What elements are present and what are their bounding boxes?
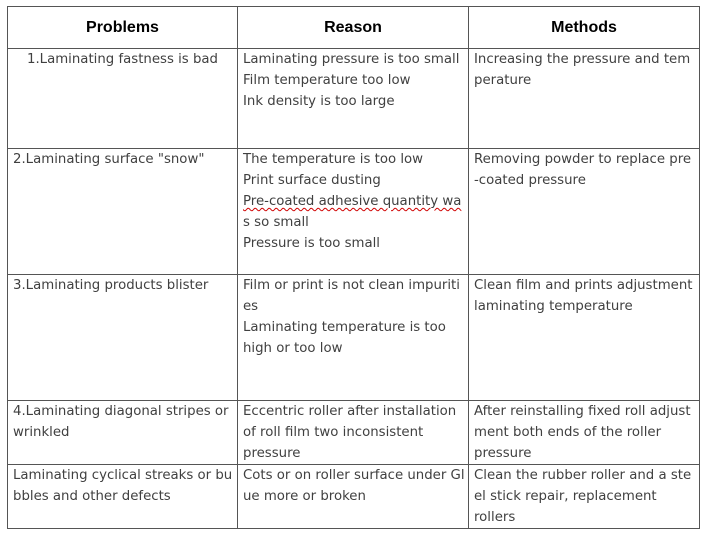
header-methods: Methods (469, 7, 700, 49)
table-header-row (8, 7, 700, 49)
header-problems: Problems (8, 7, 238, 49)
reason-line: Film temperature too low (243, 73, 411, 88)
problem-cell (8, 401, 238, 465)
header-reason: Reason (238, 7, 469, 49)
table-row (8, 275, 700, 401)
reason-line: Print surface dusting (243, 173, 381, 188)
method-line: ment both ends of the roller (474, 425, 662, 440)
method-line: laminating temperature (474, 299, 633, 314)
method-line: After reinstalling fixed roll adjust (474, 404, 691, 419)
problem-cell (8, 465, 238, 529)
table-row (8, 49, 700, 149)
reason-line: Laminating temperature is too (243, 320, 446, 335)
reason-cell (238, 275, 469, 401)
problem-line: wrinkled (13, 425, 70, 440)
method-line: Removing powder to replace pre (474, 152, 692, 167)
reason-line: s so small (243, 215, 309, 230)
reason-line: The temperature is too low (243, 152, 424, 167)
reason-line: es (243, 299, 259, 314)
method-line: Clean the rubber roller and a ste (474, 468, 692, 483)
method-cell (469, 275, 700, 401)
problem-line: Laminating cyclical streaks or bu (13, 468, 233, 483)
reason-line: high or too low (243, 341, 343, 356)
method-line: el stick repair, replacement (474, 489, 657, 504)
reason-cell (238, 49, 469, 149)
method-line: rollers (474, 510, 516, 525)
problem-text: 3.Laminating products blister (13, 278, 209, 293)
problem-line: bbles and other defects (13, 489, 171, 504)
table-row (8, 149, 700, 275)
method-cell (469, 401, 700, 465)
reason-cell (238, 401, 469, 465)
reason-line: Film or print is not clean impuriti (243, 278, 460, 293)
problem-text: 1.Laminating fastness is bad (26, 52, 218, 67)
reason-line: of roll film two inconsistent (243, 425, 424, 440)
reason-line: ue more or broken (243, 489, 366, 504)
reason-line: Pressure is too small (243, 236, 380, 251)
reason-line: Ink density is too large (243, 94, 395, 109)
troubleshooting-table (7, 6, 700, 529)
method-line: Clean film and prints adjustment (474, 278, 693, 293)
reason-cell (238, 465, 469, 529)
reason-line-spellcheck: Pre-coated adhesive quantity wa (243, 194, 462, 209)
method-cell (469, 465, 700, 529)
problem-line: 4.Laminating diagonal stripes or (13, 404, 229, 419)
table-row (8, 401, 700, 465)
method-line: perature (474, 73, 532, 88)
problem-text: 2.Laminating surface "snow" (13, 152, 205, 167)
reason-line: Cots or on roller surface under Gl (243, 468, 465, 483)
reason-line: pressure (243, 446, 301, 461)
reason-cell (238, 149, 469, 275)
method-cell (469, 49, 700, 149)
reason-line (243, 191, 463, 212)
table-row (8, 465, 700, 529)
method-cell (469, 149, 700, 275)
reason-line: Eccentric roller after installation (243, 404, 457, 419)
method-line: -coated pressure (474, 173, 586, 188)
method-line: Increasing the pressure and tem (474, 52, 691, 67)
problem-cell (8, 275, 238, 401)
reason-line: Laminating pressure is too small (243, 52, 460, 67)
method-line: pressure (474, 446, 532, 461)
problem-cell (8, 149, 238, 275)
problem-cell (8, 49, 238, 149)
